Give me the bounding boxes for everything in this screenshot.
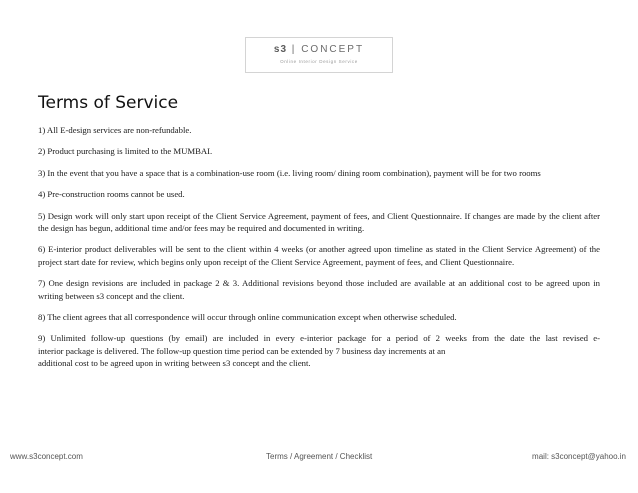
term-7: 7) One design revisions are included in package 2 & 3. Additional revisions beyond those included are available at an additional cost to be agreed upon in writing between s3 concept and the client. [38, 278, 600, 301]
logo [245, 37, 393, 73]
term-8: 8) The client agrees that all correspondence will occur through online communication except when otherwise scheduled. [38, 312, 457, 323]
footer-email: mail: s3concept@yahoo.in [532, 452, 626, 461]
logo-separator: | [291, 44, 297, 55]
term-9-line: 9) Unlimited follow-up questions (by email) are included in every e-interior package for a period of 2 weeks from the date the last revised e- [38, 333, 600, 344]
logo-brand-rest: CONCEPT [301, 44, 365, 55]
term-2: 2) Product purchasing is limited to the MUMBAI. [38, 146, 213, 157]
footer-website: www.s3concept.com [10, 452, 83, 461]
logo-brand-bold: s3 [273, 44, 288, 55]
logo-tagline: Online Interior Design Service [280, 59, 358, 64]
term-4: 4) Pre-construction rooms cannot be used. [38, 189, 185, 200]
footer-section-title: Terms / Agreement / Checklist [266, 452, 373, 461]
term-6: 6) E-interior product deliverables will be sent to the client within 4 weeks (or another agreed upon timeline as stated in the Client Service Agreement) of the project start date for review, which begins only upon receipt of the Client Service Agreement, payment of fees, and Client Questionnaire. [38, 244, 600, 267]
terms-list [38, 124, 600, 379]
logo-title [246, 44, 392, 56]
term-9-line: additional cost to be agreed upon in writing between s3 concept and the client. [38, 358, 311, 369]
term-3: 3) In the event that you have a space that is a combination-use room (i.e. living room/ dining room combination), payment will be for two rooms [38, 167, 541, 178]
term-9 [38, 332, 600, 369]
page-title: Terms of Service [38, 93, 179, 113]
term-5: 5) Design work will only start upon receipt of the Client Service Agreement, payment of fees, and Client Questionnaire. If changes are made by the client after the design has begun, additional time and/or fees may be required and documented in writing. [38, 210, 600, 234]
term-1: 1) All E-design services are non-refundable. [38, 125, 192, 135]
term-9-line: interior package is delivered. The follow-up question time period can be extended by 7 business day increments at an [38, 345, 446, 356]
